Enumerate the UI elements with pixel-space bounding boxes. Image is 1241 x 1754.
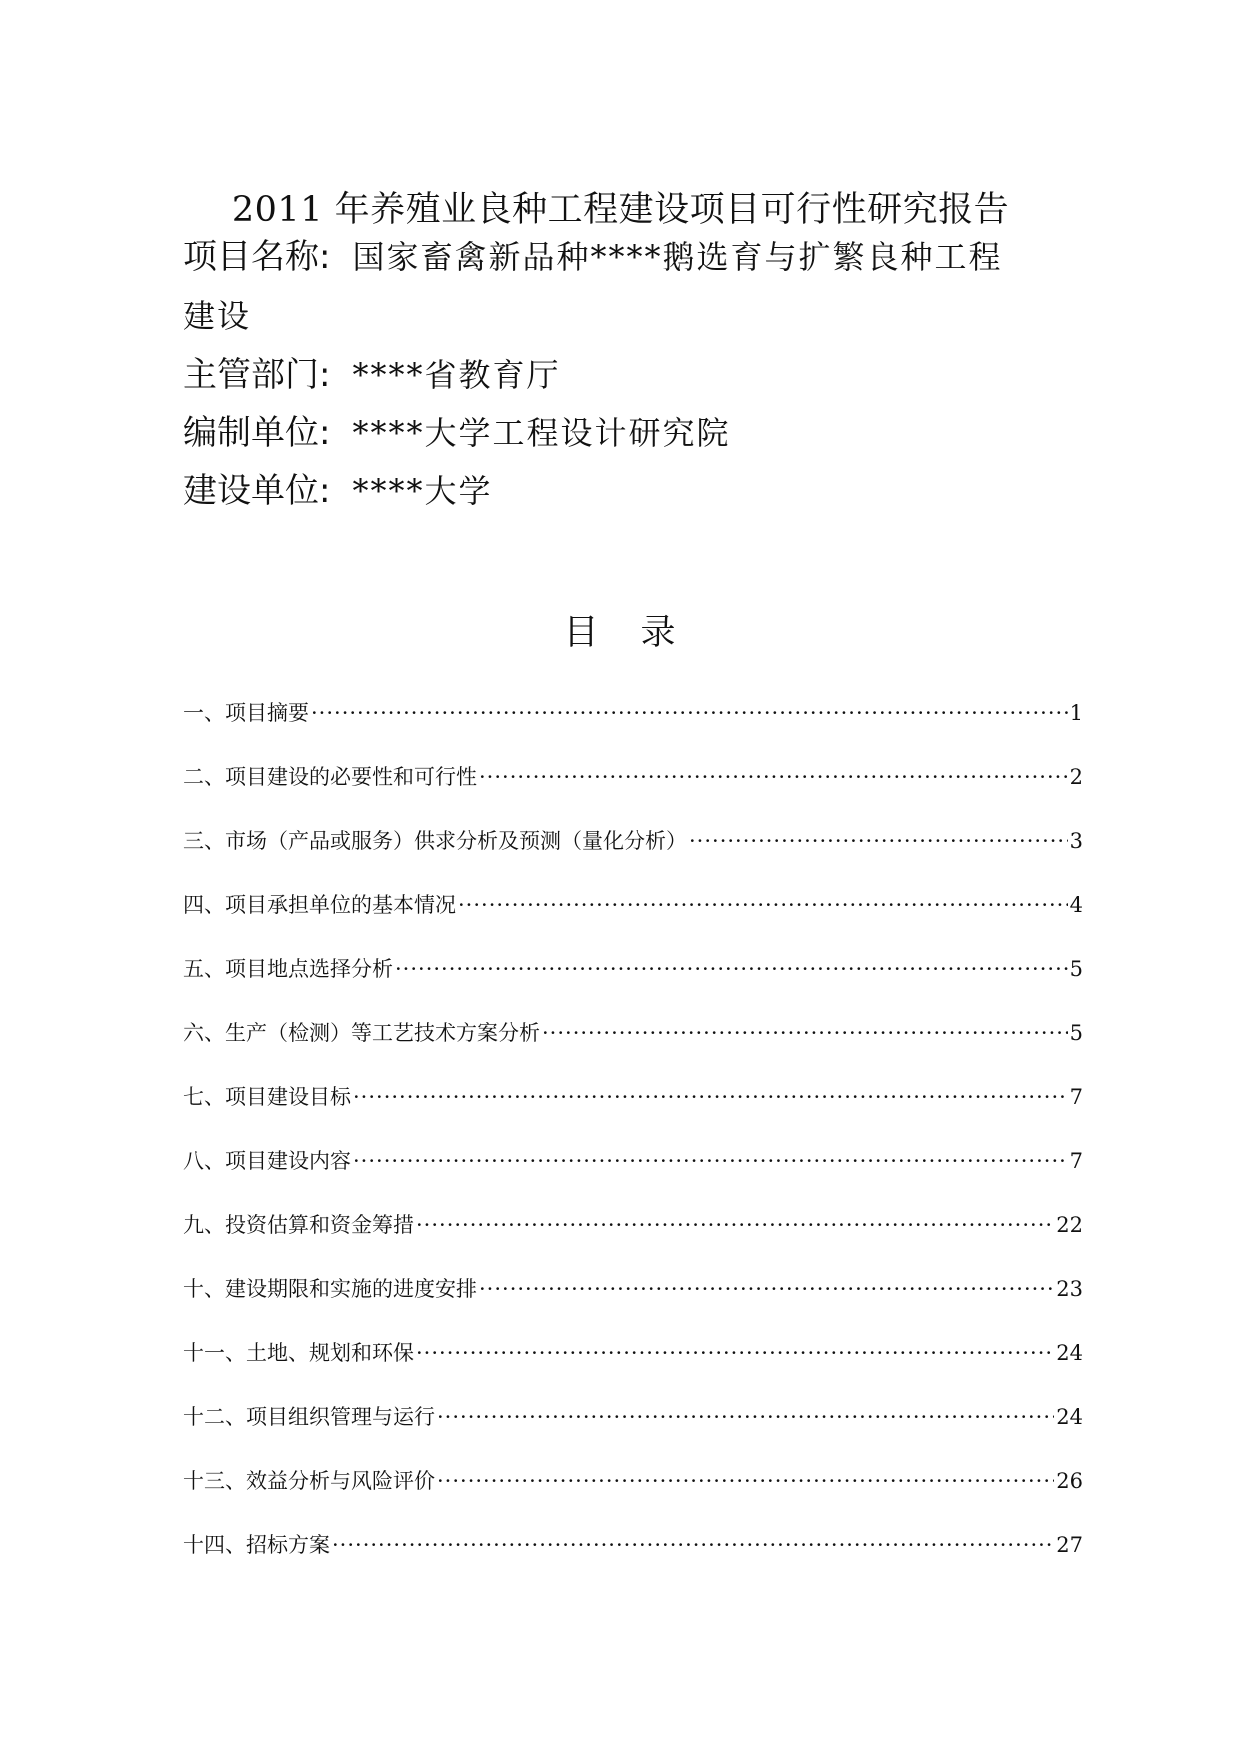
toc-item-text: 五、项目地点选择分析 xyxy=(183,957,393,981)
toc-item-text: 十一、土地、规划和环保 xyxy=(183,1341,414,1365)
toc-item-text: 四、项目承担单位的基本情况 xyxy=(183,893,456,917)
construction-unit-row xyxy=(183,466,1083,516)
supervising-dept-label: 主管部门: xyxy=(183,355,331,395)
toc-leader-dots xyxy=(332,1531,1054,1559)
toc-leader-dots xyxy=(353,1083,1068,1111)
toc-item-text: 一、项目摘要 xyxy=(183,701,309,725)
toc-heading-char-1: 目 xyxy=(563,613,601,653)
toc-item-page: 26 xyxy=(1056,1469,1083,1493)
toc-leader-dots xyxy=(458,891,1068,919)
toc-leader-dots xyxy=(416,1211,1054,1239)
project-name-row xyxy=(183,232,1083,282)
toc-leader-dots xyxy=(353,1147,1068,1175)
toc-item-page: 23 xyxy=(1056,1277,1083,1301)
toc-leader-dots xyxy=(479,763,1068,791)
project-name-value-continued: 建设 xyxy=(183,297,252,335)
toc-item-page: 5 xyxy=(1069,957,1083,981)
toc-item-page: 24 xyxy=(1056,1405,1083,1429)
construction-unit-value: ****大学 xyxy=(352,472,493,510)
construction-unit-label: 建设单位: xyxy=(183,471,331,511)
compiling-unit-row xyxy=(183,408,1083,458)
toc-item-text: 六、生产（检测）等工艺技术方案分析 xyxy=(183,1021,540,1045)
toc-item[interactable] xyxy=(183,1399,1083,1431)
toc-item[interactable] xyxy=(183,1271,1083,1303)
project-name-value: 国家畜禽新品种****鹅选育与扩繁良种工程 xyxy=(352,238,1003,276)
toc-item-text: 十三、效益分析与风险评价 xyxy=(183,1469,435,1493)
toc-leader-dots xyxy=(437,1403,1054,1431)
toc-item[interactable] xyxy=(183,823,1083,855)
toc-item-text: 八、项目建设内容 xyxy=(183,1149,351,1173)
toc-item[interactable] xyxy=(183,1079,1083,1111)
supervising-dept-value: ****省教育厅 xyxy=(352,356,561,394)
toc-item-page: 4 xyxy=(1069,893,1083,917)
toc-item[interactable] xyxy=(183,1527,1083,1559)
toc-item-text: 十二、项目组织管理与运行 xyxy=(183,1405,435,1429)
toc-item-text: 二、项目建设的必要性和可行性 xyxy=(183,765,477,789)
toc-item[interactable] xyxy=(183,759,1083,791)
toc-item-page: 24 xyxy=(1056,1341,1083,1365)
toc-item-page: 3 xyxy=(1069,829,1083,853)
toc-leader-dots xyxy=(311,699,1068,727)
toc-item-text: 七、项目建设目标 xyxy=(183,1085,351,1109)
toc-item[interactable] xyxy=(183,1015,1083,1047)
toc-item-text: 十四、招标方案 xyxy=(183,1533,330,1557)
toc-item-page: 7 xyxy=(1069,1149,1083,1173)
toc-leader-dots xyxy=(479,1275,1054,1303)
toc-item-page: 5 xyxy=(1069,1021,1083,1045)
toc-item-text: 三、市场（产品或服务）供求分析及预测（量化分析） xyxy=(183,829,687,853)
toc-leader-dots xyxy=(689,827,1068,855)
document-title: 2011 年养殖业良种工程建设项目可行性研究报告 xyxy=(231,190,1010,230)
compiling-unit-label: 编制单位: xyxy=(183,413,331,453)
toc-item[interactable] xyxy=(183,887,1083,919)
toc-leader-dots xyxy=(437,1467,1054,1495)
compiling-unit-value: ****大学工程设计研究院 xyxy=(352,414,731,452)
toc-item[interactable] xyxy=(183,951,1083,983)
toc-item-page: 1 xyxy=(1069,701,1083,725)
toc-item-page: 22 xyxy=(1056,1213,1083,1237)
toc-item[interactable] xyxy=(183,1207,1083,1239)
toc-item-page: 27 xyxy=(1056,1533,1083,1557)
toc-leader-dots xyxy=(416,1339,1054,1367)
toc-item[interactable] xyxy=(183,1463,1083,1495)
toc-item[interactable] xyxy=(183,1335,1083,1367)
toc-item-text: 十、建设期限和实施的进度安排 xyxy=(183,1277,477,1301)
toc-heading-char-2: 录 xyxy=(640,613,678,653)
toc-item[interactable] xyxy=(183,695,1083,727)
toc-item-page: 2 xyxy=(1069,765,1083,789)
toc-heading xyxy=(0,608,1241,658)
toc-leader-dots xyxy=(542,1019,1068,1047)
supervising-dept-row xyxy=(183,350,1083,400)
toc-item-text: 九、投资估算和资金筹措 xyxy=(183,1213,414,1237)
toc-item[interactable] xyxy=(183,1143,1083,1175)
toc-leader-dots xyxy=(395,955,1068,983)
toc-item-page: 7 xyxy=(1069,1085,1083,1109)
project-name-label: 项目名称: xyxy=(183,237,331,277)
